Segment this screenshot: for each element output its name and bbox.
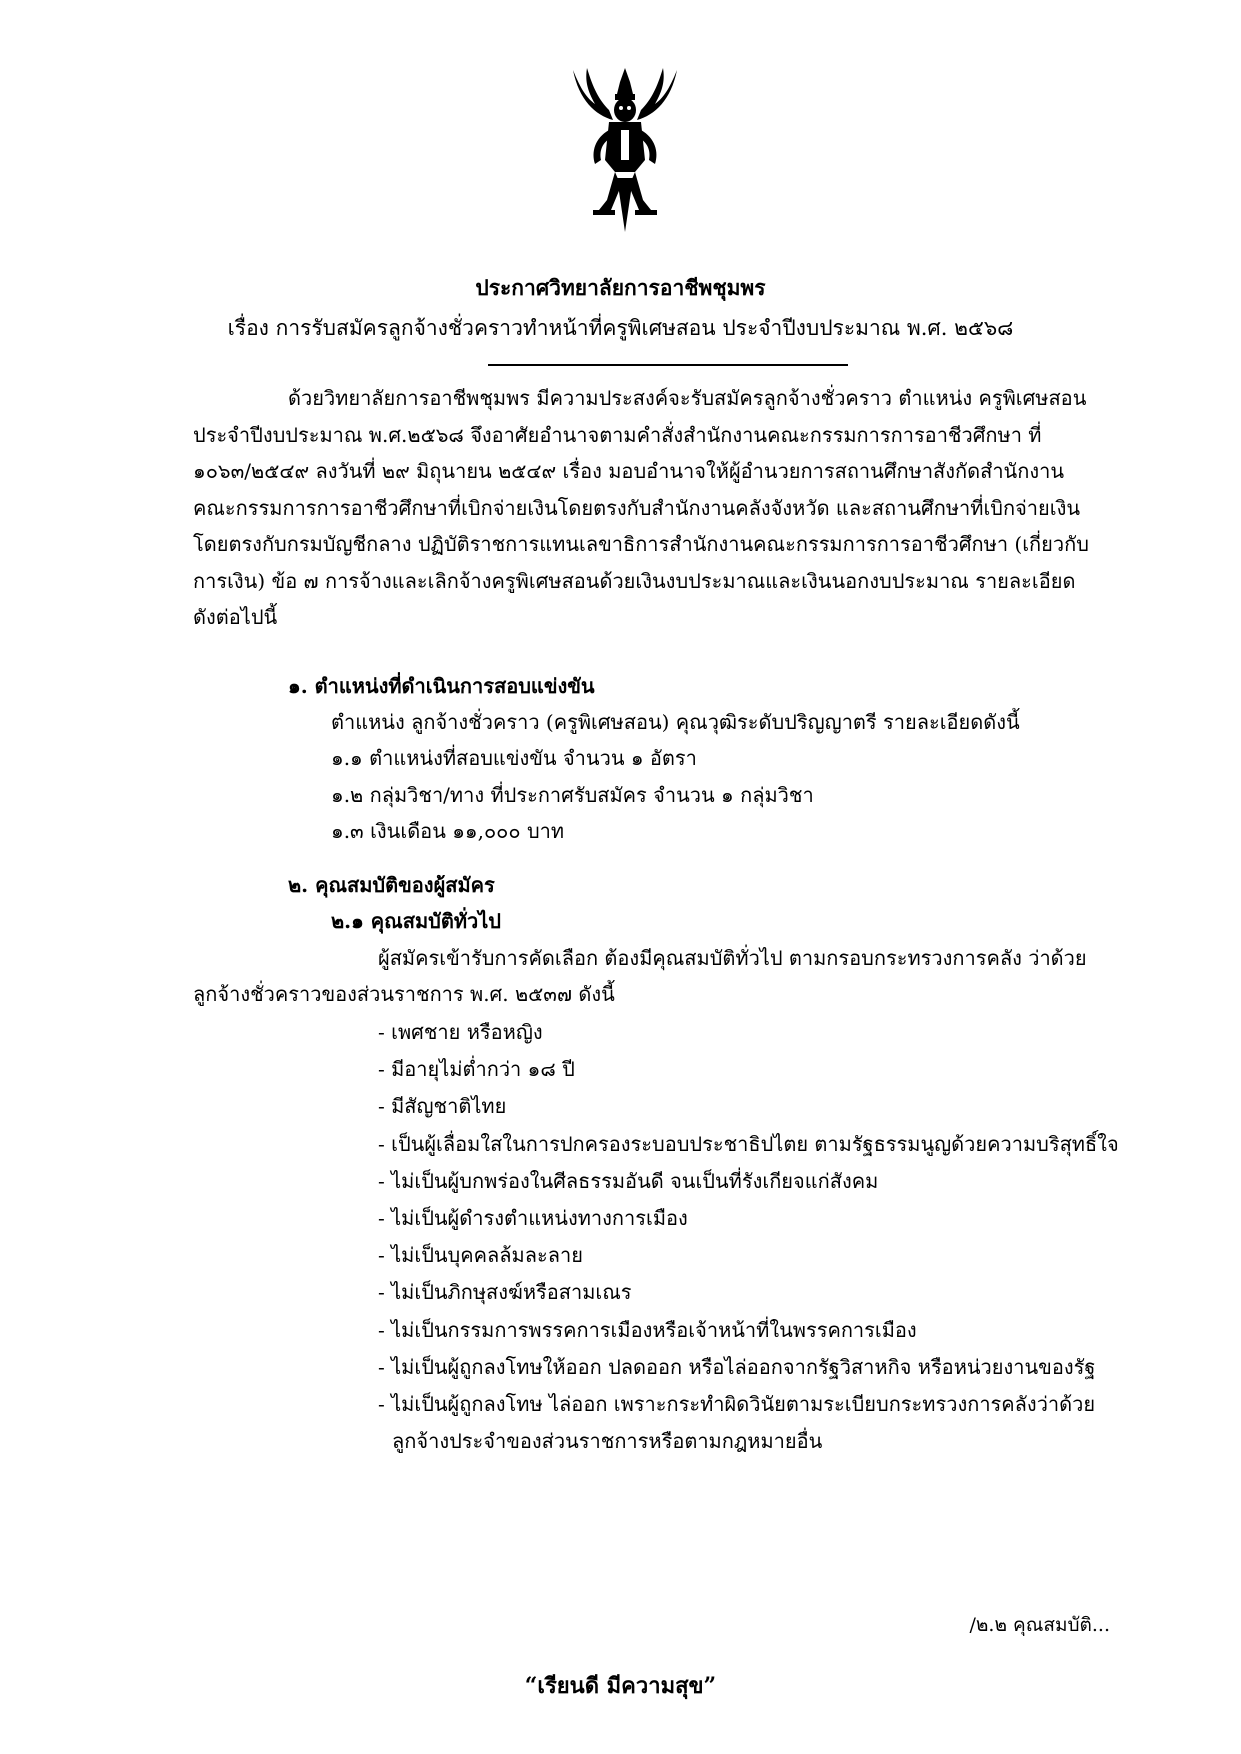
intro-line: โดยตรงกับกรมบัญชีกลาง ปฏิบัติราชการแทนเลขาธิการสำนักงานคณะกรรมการการอาชีวศึกษา (เกี่ยวกับ [193, 532, 1089, 556]
section2-heading: ๒. คุณสมบัติของผู้สมัคร [288, 873, 495, 897]
section1-item: ๑.๑ ตำแหน่งที่สอบแข่งขัน จำนวน ๑ อัตรา [331, 746, 697, 770]
intro-line: คณะกรรมการการอาชีวศึกษาที่เบิกจ่ายเงินโดยตรงกับสำนักงานคลังจังหวัด และสถานศึกษาที่เบิกจ่ายเงิน [193, 495, 1081, 520]
intro-line: ประจำปีงบประมาณ พ.ศ.๒๕๖๘ จึงอาศัยอำนาจตามคำสั่งสำนักงานคณะกรรมการการอาชีวศึกษา ที่ [193, 422, 1042, 447]
list-item: - ไม่เป็นภิกษุสงฆ์หรือสามเณร [378, 1280, 632, 1305]
section2-subheading: ๒.๑ คุณสมบัติทั่วไป [331, 909, 501, 933]
intro-line: ๑๐๖๓/๒๕๔๙ ลงวันที่ ๒๙ มิถุนายน ๒๕๔๙ เรื่อง มอบอำนาจให้ผู้อำนวยการสถานศึกษาสังกัดสำนักงาน [193, 459, 1065, 483]
intro-line: ดังต่อไปนี้ [193, 605, 278, 629]
section1-desc: ตำแหน่ง ลูกจ้างชั่วคราว (ครูพิเศษสอน) คุณวุฒิระดับปริญญาตรี รายละเอียดดังนี้ [331, 710, 1020, 734]
list-item: - ไม่เป็นผู้ถูกลงโทษให้ออก ปลดออก หรือไล่ออกจากรัฐวิสาหกิจ หรือหน่วยงานของรัฐ [378, 1354, 1096, 1379]
announcement-title: ประกาศวิทยาลัยการอาชีพชุมพร [475, 275, 766, 300]
title-divider [488, 364, 848, 366]
section2-intro-line: ลูกจ้างชั่วคราวของส่วนราชการ พ.ศ. ๒๕๓๗ ดังนี้ [193, 982, 615, 1006]
list-item: - ไม่เป็นบุคคลล้มละลาย [378, 1243, 583, 1268]
section1-item: ๑.๒ กลุ่มวิชา/ทาง ที่ประกาศรับสมัคร จำนวน ๑ กลุ่มวิชา [331, 783, 814, 807]
list-item: - ไม่เป็นผู้ถูกลงโทษ ไล่ออก เพราะกระทำผิดวินัยตามระเบียบกระทรวงการคลังว่าด้วย [378, 1392, 1096, 1417]
section1-item: ๑.๓ เงินเดือน ๑๑,๐๐๐ บาท [331, 819, 565, 843]
intro-line: การเงิน) ข้อ ๗ การจ้างและเลิกจ้างครูพิเศษสอนด้วยเงินงบประมาณและเงินนอกงบประมาณ รายละเอียด [193, 568, 1076, 593]
section1-heading: ๑. ตำแหน่งที่ดำเนินการสอบแข่งขัน [288, 674, 595, 698]
next-page-reference: /๒.๒ คุณสมบัติ... [969, 1614, 1110, 1636]
list-item: - เป็นผู้เลื่อมใสในการปกครองระบอบประชาธิปไตย ตามรัฐธรรมนูญด้วยความบริสุทธิ์ใจ [378, 1131, 1119, 1156]
list-item: - ไม่เป็นผู้บกพร่องในศีลธรรมอันดี จนเป็นที่รังเกียจแก่สังคม [378, 1168, 879, 1193]
section2-intro-line: ผู้สมัครเข้ารับการคัดเลือก ต้องมีคุณสมบัติทั่วไป ตามกรอบกระทรวงการคลัง ว่าด้วย [378, 946, 1087, 970]
list-item: - เพศชาย หรือหญิง [378, 1020, 543, 1044]
list-item-continuation: ลูกจ้างประจำของส่วนราชการหรือตามกฎหมายอื่น [392, 1429, 823, 1454]
qualification-list [378, 1014, 1119, 1460]
list-item: - มีอายุไม่ต่ำกว่า ๑๘ ปี [378, 1057, 575, 1082]
garuda-emblem-icon [565, 60, 685, 240]
intro-line: ด้วยวิทยาลัยการอาชีพชุมพร มีความประสงค์จะรับสมัครลูกจ้างชั่วคราว ตำแหน่ง ครูพิเศษสอน [288, 386, 1087, 410]
college-motto: “เรียนดี มีความสุข” [524, 1673, 717, 1699]
intro-paragraph [193, 380, 1105, 636]
list-item: - มีสัญชาติไทย [378, 1094, 507, 1119]
announcement-subject: เรื่อง การรับสมัครลูกจ้างชั่วคราวทำหน้าที่ครูพิเศษสอน ประจำปีงบประมาณ พ.ศ. ๒๕๖๘ [227, 316, 1014, 340]
list-item: - ไม่เป็นผู้ดำรงตำแหน่งทางการเมือง [378, 1206, 688, 1231]
list-item: - ไม่เป็นกรรมการพรรคการเมืองหรือเจ้าหน้าที่ในพรรคการเมือง [378, 1317, 917, 1342]
